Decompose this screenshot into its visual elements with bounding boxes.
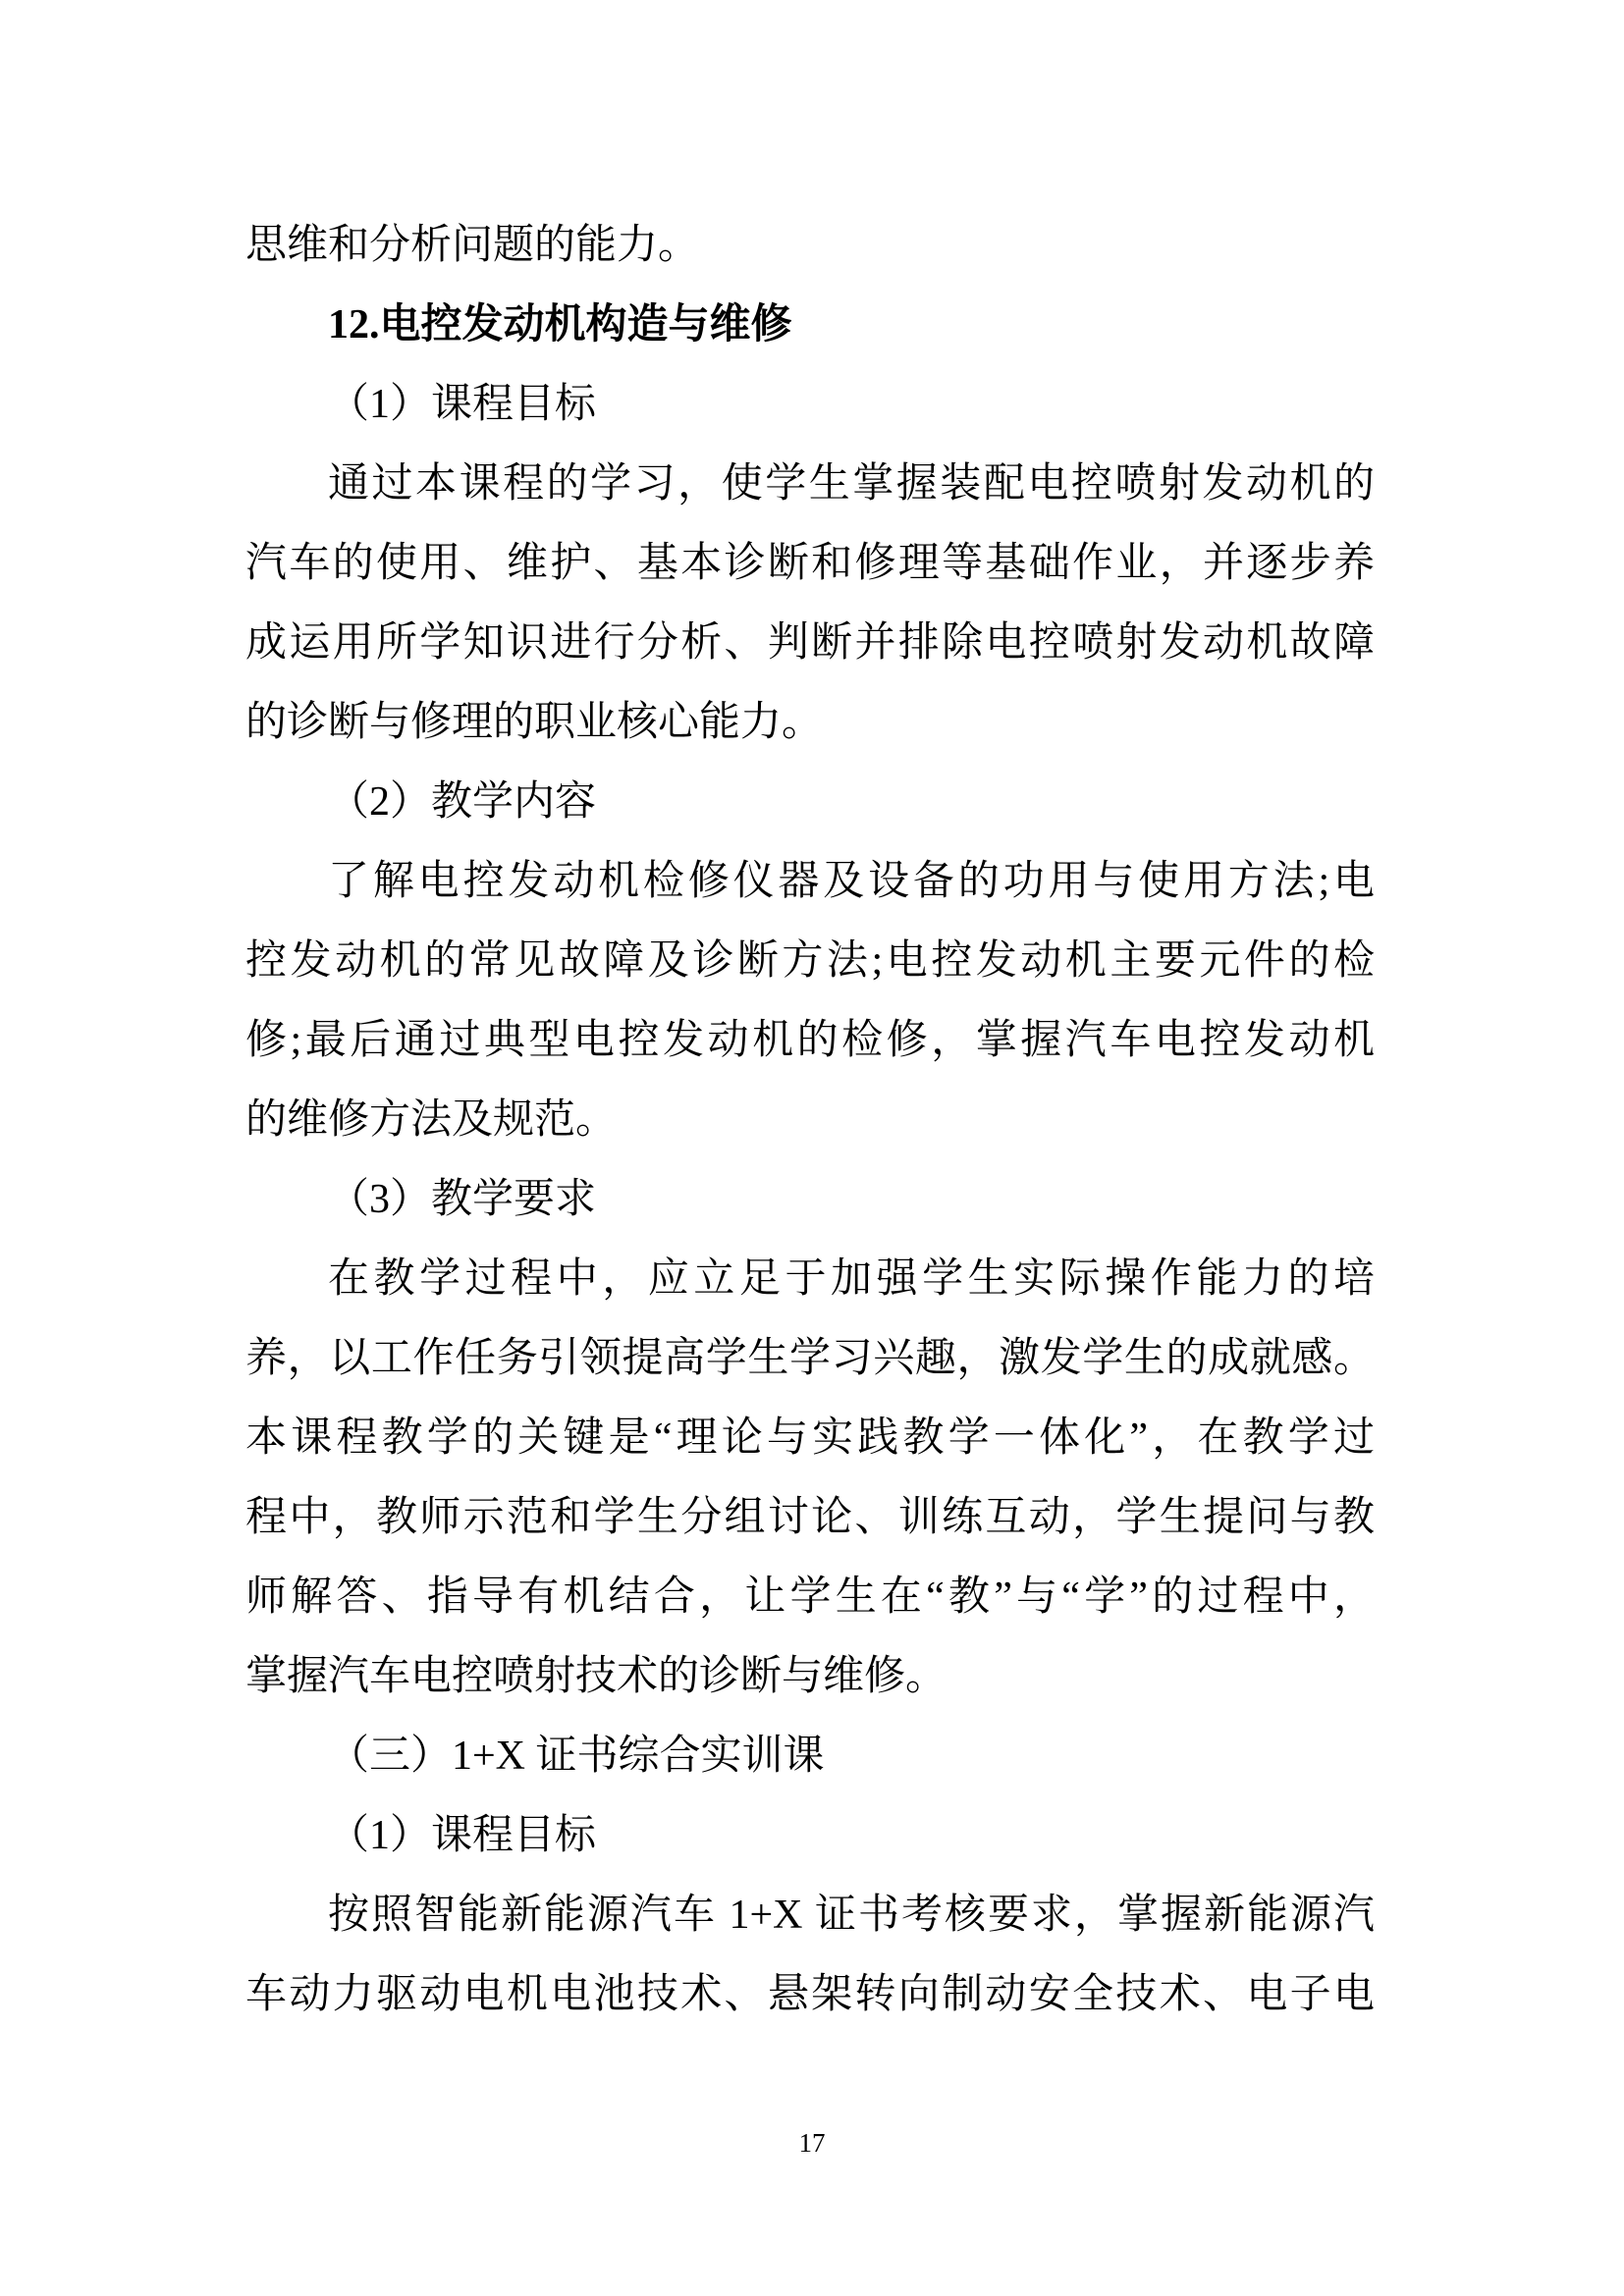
page-content bbox=[245, 206, 1375, 2035]
paragraph-subheading bbox=[245, 1796, 1375, 1876]
paragraph-subheading bbox=[245, 1160, 1375, 1240]
text-line: 了解电控发动机检修仪器及设备的功用与使用方法;电 bbox=[328, 859, 1375, 904]
paragraph-body bbox=[245, 1876, 1375, 2035]
text-line: 在教学过程中，应立足于加强学生实际操作能力的培 bbox=[328, 1256, 1375, 1302]
paragraph-heading bbox=[245, 286, 1375, 365]
text-line: 修;最后通过典型电控发动机的检修，掌握汽车电控发动机 bbox=[245, 1018, 1375, 1063]
text-line: 程中，教师示范和学生分组讨论、训练互动，学生提问与教 bbox=[245, 1495, 1375, 1540]
paragraph-body bbox=[245, 206, 1375, 286]
text-line: 汽车的使用、维护、基本诊断和修理等基础作业，并逐步养 bbox=[245, 541, 1375, 586]
text-line: 的诊断与修理的职业核心能力。 bbox=[245, 700, 824, 745]
text-line: 车动力驱动电机电池技术、悬架转向制动安全技术、电子电 bbox=[245, 1972, 1375, 2017]
paragraph-subheading bbox=[245, 763, 1375, 842]
text-line: 控发动机的常见故障及诊断方法;电控发动机主要元件的检 bbox=[245, 938, 1375, 984]
text-line: 按照智能新能源汽车 1+X 证书考核要求，掌握新能源汽 bbox=[328, 1893, 1375, 1938]
page-number: 17 bbox=[798, 2128, 826, 2158]
text-line: 通过本课程的学习，使学生掌握装配电控喷射发动机的 bbox=[328, 461, 1375, 507]
paragraph-subheading bbox=[245, 1717, 1375, 1796]
text-line: 师解答、指导有机结合，让学生在“教”与“学”的过程中， bbox=[245, 1575, 1375, 1620]
text-line: 养，以工作任务引领提高学生学习兴趣，激发学生的成就感。 bbox=[245, 1336, 1375, 1381]
text-line: （3）教学要求 bbox=[328, 1177, 597, 1222]
paragraph-body bbox=[245, 445, 1375, 763]
text-line: 12.电控发动机构造与维修 bbox=[328, 302, 792, 347]
paragraph-body bbox=[245, 1240, 1375, 1717]
text-line: 掌握汽车电控喷射技术的诊断与维修。 bbox=[245, 1654, 947, 1699]
text-line: （三）1+X 证书综合实训课 bbox=[328, 1734, 825, 1779]
paragraph-subheading bbox=[245, 365, 1375, 445]
text-line: 思维和分析问题的能力。 bbox=[245, 223, 700, 268]
text-line: （2）教学内容 bbox=[328, 779, 597, 825]
text-line: （1）课程目标 bbox=[328, 382, 597, 427]
text-line: 的维修方法及规范。 bbox=[245, 1097, 618, 1143]
text-line: （1）课程目标 bbox=[328, 1813, 597, 1858]
text-line: 成运用所学知识进行分析、判断并排除电控喷射发动机故障 bbox=[245, 620, 1375, 666]
text-line: 本课程教学的关键是“理论与实践教学一体化”，在教学过 bbox=[245, 1415, 1375, 1461]
paragraph-body bbox=[245, 842, 1375, 1160]
page-footer bbox=[0, 2128, 1624, 2159]
